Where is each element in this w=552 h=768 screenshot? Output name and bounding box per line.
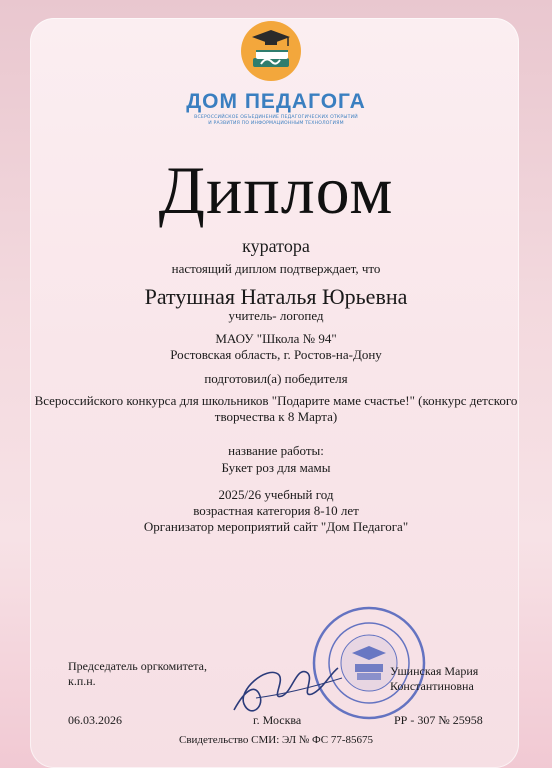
issue-date: 06.03.2026 xyxy=(68,713,122,727)
work-title: Букет роз для мамы xyxy=(221,460,331,475)
academic-year: 2025/26 учебный год xyxy=(218,487,334,502)
school-location: Ростовская область, г. Ростов-на-Дону xyxy=(170,347,382,362)
diploma-number: РР - 307 № 25958 xyxy=(394,713,483,727)
diploma-subtitle: куратора xyxy=(242,236,310,256)
age-category: возрастная категория 8-10 лет xyxy=(193,503,359,518)
recipient-name: Ратушная Наталья Юрьевна xyxy=(144,284,408,309)
brand-name: ДОМ ПЕДАГОГА xyxy=(186,90,366,113)
organizer-text: Организатор мероприятий сайт "Дом Педагога" xyxy=(143,519,409,534)
diploma-title: Диплом xyxy=(158,152,394,228)
chairman-title: Председатель оргкомитета, к.п.н. xyxy=(68,659,207,688)
recipient-position: учитель- логопед xyxy=(228,308,324,323)
contest-name: Всероссийского конкурса для школьников "Подарите маме счастье!" (конкурс детского творчества к 8 Марта) xyxy=(34,393,518,424)
work-label: название работы: xyxy=(228,443,324,458)
media-registration: Свидетельство СМИ: ЭЛ № ФС 77-85675 xyxy=(179,734,373,746)
graduation-books-logo-icon xyxy=(240,20,302,82)
school-name: МАОУ "Школа № 94" xyxy=(215,331,337,346)
confirmation-text: настоящий диплом подтверждает, что xyxy=(171,261,381,276)
prepared-text: подготовил(а) победителя xyxy=(204,371,348,386)
brand-tagline: ВСЕРОССИЙСКОЕ ОБЪЕДИНЕНИЕ ПЕДАГОГИЧЕСКИХ ОТКРЫТИЙ И РАЗВИТИЯ ПО ИНФОРМАЦИОННЫМ ТЕХНОЛОГИЯМ xyxy=(194,115,358,126)
signatory-name: Ушинская Мария Константиновна xyxy=(390,664,479,693)
issue-city: г. Москва xyxy=(253,713,302,727)
